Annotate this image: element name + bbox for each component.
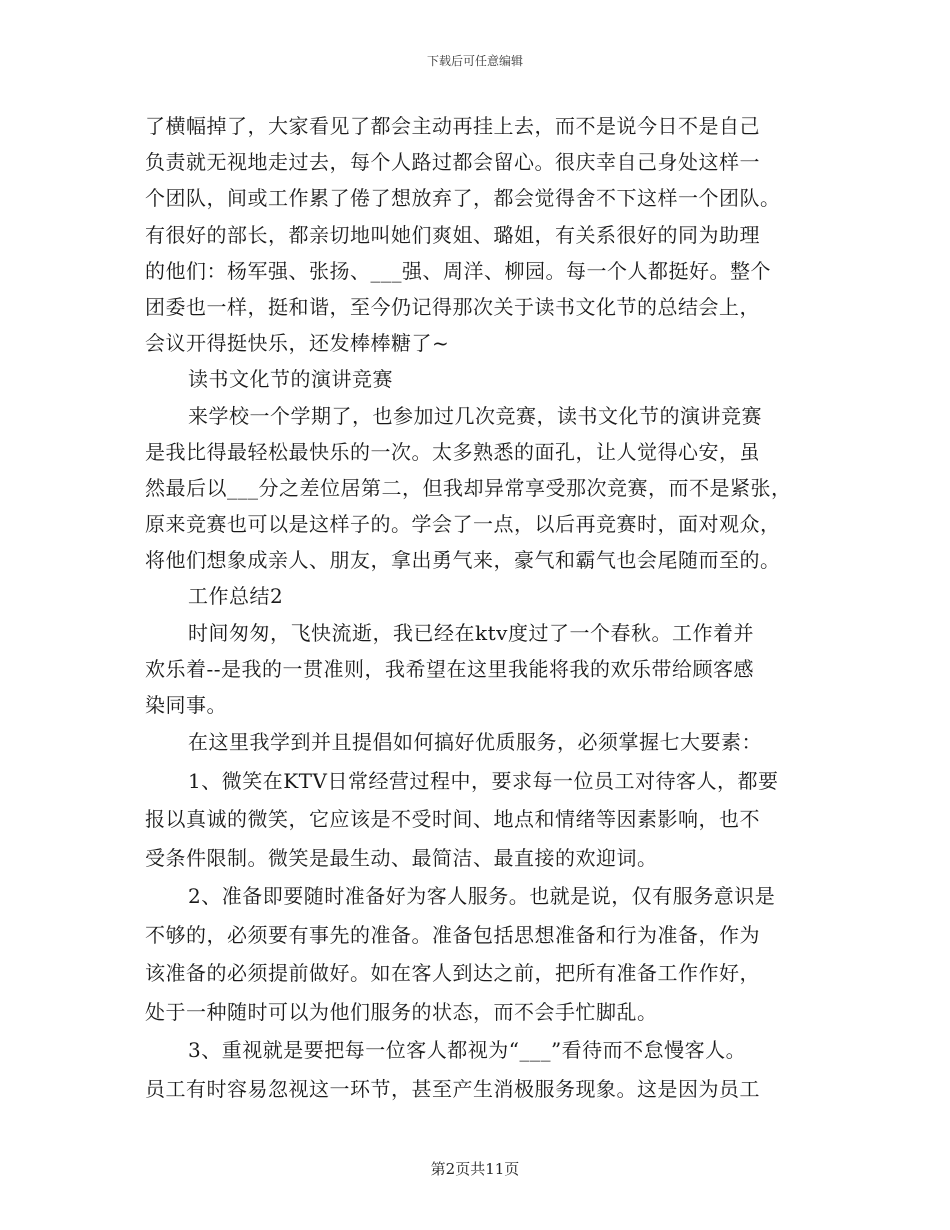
paragraph-line: 在这里我学到并且提倡如何搞好优质服务，必须掌握七大要素： (188, 730, 762, 755)
paragraph-line: 然最后以___分之差位居第二，但我却异常享受那次竞赛，而不是紧张， (145, 475, 792, 500)
paragraph-line: 将他们想象成亲人、朋友，拿出勇气来，豪气和霸气也会尾随而至的。 (145, 548, 781, 573)
paragraph-line: 是我比得最轻松最快乐的一次。太多熟悉的面孔，让人觉得心安，虽 (145, 439, 760, 464)
section-heading: 读书文化节的演讲竞赛 (188, 367, 393, 392)
paragraph-line: 2、准备即要随时准备好为客人服务。也就是说，仅有服务意识是 (188, 884, 776, 909)
paragraph-line: 该准备的必须提前做好。如在客人到达之前，把所有准备工作作好， (145, 961, 760, 986)
paragraph-line: 团委也一样，挺和谐，至今仍记得那次关于读书文化节的总结会上， (145, 294, 760, 319)
paragraph-line: 了横幅掉了，大家看见了都会主动再挂上去，而不是说今日不是自己 (145, 114, 760, 138)
paragraph-line: 欢乐着--是我的一贯准则，我希望在这里我能将我的欢乐带给顾客感 (145, 656, 755, 681)
paragraph-line: 原来竞赛也可以是这样子的。学会了一点，以后再竞赛时，面对观众， (145, 512, 781, 537)
paragraph-line: 员工有时容易忽视这一环节，甚至产生消极服务现象。这是因为员工 (145, 1076, 760, 1101)
paragraph-line: 会议开得挺快乐，还发棒棒糖了~ (145, 331, 450, 356)
page-header: 下载后可任意编辑 (426, 54, 523, 68)
section-heading: 工作总结2 (188, 584, 284, 609)
paragraph-line: 3、重视就是要把每一位客人都视为“___”看待而不怠慢客人。 (188, 1038, 747, 1063)
paragraph-line: 染同事。 (145, 693, 227, 717)
paragraph-line: 的他们：杨军强、张扬、___强、周洋、柳园。每一个人都挺好。整个 (145, 258, 771, 283)
paragraph-line: 来学校一个学期了，也参加过几次竞赛，读书文化节的演讲竞赛 (188, 403, 762, 428)
paragraph-line: 报以真诚的微笑，它应该是不受时间、地点和情绪等因素影响，也不 (145, 807, 760, 832)
paragraph-line: 负责就无视地走过去，每个人路过都会留心。很庆幸自己身处这样一 (145, 150, 760, 175)
paragraph-line: 有很好的部长，都亲切地叫她们爽姐、璐姐，有关系很好的同为助理 (145, 222, 760, 247)
paragraph-line: 处于一种随时可以为他们服务的状态，而不会手忙脚乱。 (145, 999, 658, 1024)
page-number: 第2页共11页 (430, 1160, 520, 1178)
paragraph-line: 受条件限制。微笑是最生动、最简洁、最直接的欢迎词。 (145, 845, 658, 870)
paragraph-line: 时间匆匆，飞快流逝，我已经在ktv度过了一个春秋。工作着并 (188, 620, 754, 645)
paragraph-line: 个团队，间或工作累了倦了想放弃了，都会觉得舍不下这样一个团队。 (145, 186, 781, 211)
paragraph-line: 不够的，必须要有事先的准备。准备包括思想准备和行为准备，作为 (145, 922, 760, 947)
paragraph-line: 1、微笑在KTV日常经营过程中，要求每一位员工对待客人，都要 (188, 768, 779, 793)
document-body (145, 108, 810, 1108)
